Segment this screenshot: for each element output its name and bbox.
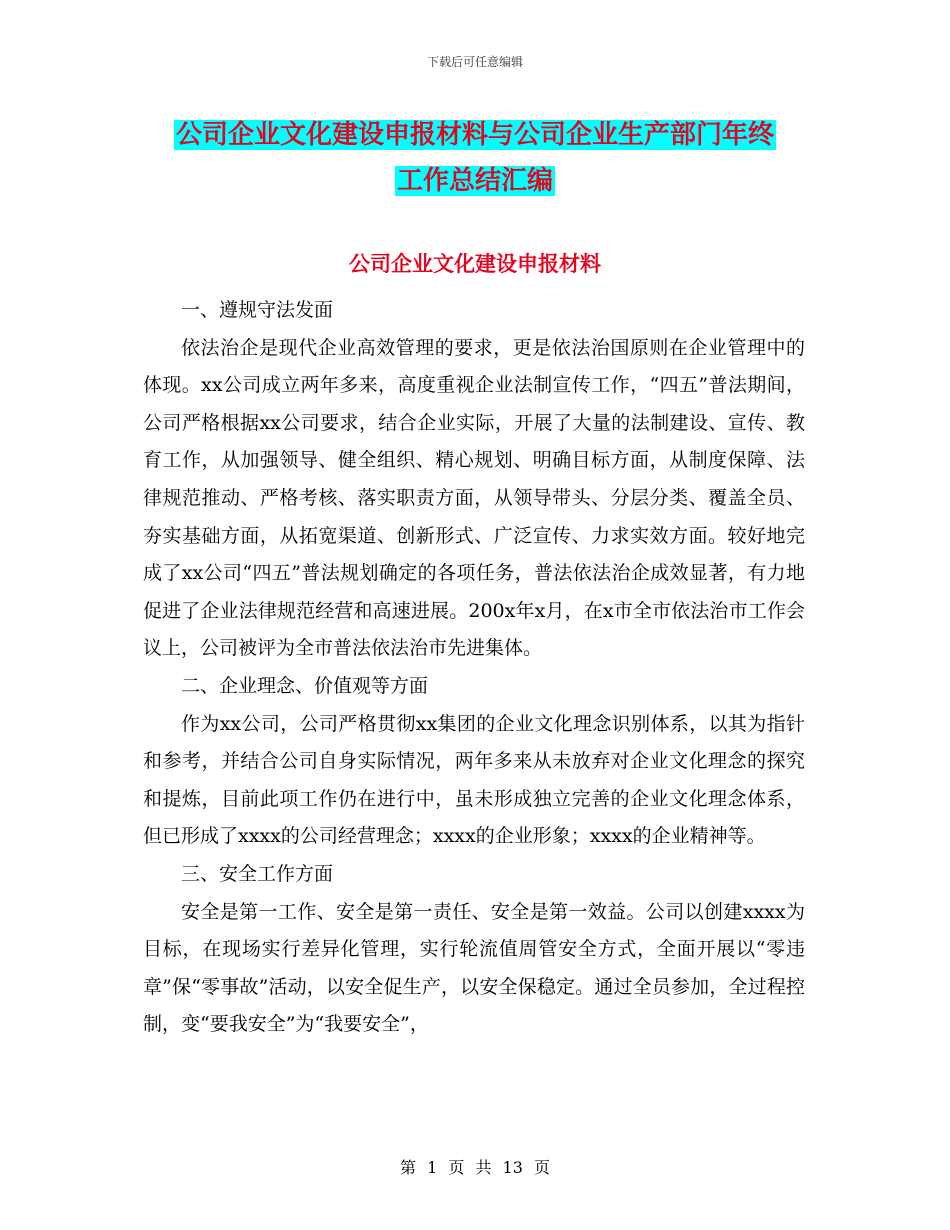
paragraph-safety: 安全是第一工作、安全是第一责任、安全是第一效益。公司以创建xxxx为目标，在现场实行差异化管理，实行轮流值周管安全方式，全面开展以“零违章”保“零事故”活动，以安全促生产，以安全保稳定。通过全员参加，全过程控制，变“要我安全”为“我要安全”， (143, 900, 805, 1036)
heading-philosophy: 二、企业理念、价值观等方面 (181, 674, 429, 697)
header-note: 下载后可任意编辑 (426, 55, 523, 69)
document-body (143, 292, 805, 1044)
document-title-line-1: 公司企业文化建设申报材料与公司企业生产部门年终 (175, 120, 774, 150)
heading-safety: 三、安全工作方面 (181, 862, 334, 885)
document-title-line-2: 工作总结汇编 (396, 166, 553, 196)
document-title (0, 112, 950, 204)
page-indicator: 第 1 页 共 13 页 (400, 1158, 550, 1177)
paragraph-compliance: 依法治企是现代企业高效管理的要求，更是依法治国原则在企业管理中的体现。xx公司成立两年多来，高度重视企业法制宣传工作，“四五”普法期间，公司严格根据xx公司要求，结合企业实际，开展了大量的法制建设、宣传、教育工作，从加强领导、健全组织、精心规划、明确目标方面，从制度保障、法律规范推动、严格考核、落实职责方面，从领导带头、分层分类、覆盖全员、夯实基础方面，从拓宽渠道、创新形式、广泛宣传、力求实效方面。较好地完成了xx公司“四五”普法规划确定的各项任务，普法依法治企成效显著，有力地促进了企业法律规范经营和高速进展。200x年x月，在x市全市依法治市工作会议上，公司被评为全市普法依法治市先进集体。 (143, 336, 805, 660)
paragraph-philosophy: 作为xx公司，公司严格贯彻xx集团的企业文化理念识别体系，以其为指针和参考，并结合公司自身实际情况，两年多来从未放弃对企业文化理念的探究和提炼，目前此项工作仍在进行中，虽未形成独立完善的企业文化理念体系，但已形成了xxxx的公司经营理念；xxxx的企业形象；xxxx的企业精神等。 (143, 712, 805, 848)
section-title: 公司企业文化建设申报材料 (349, 252, 601, 276)
heading-compliance: 一、遵规守法发面 (181, 299, 334, 321)
